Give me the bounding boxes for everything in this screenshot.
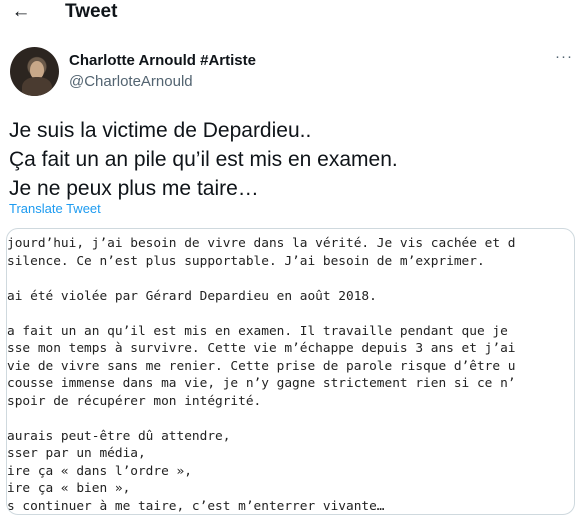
image-text-line: spoir de récupérer mon intégrité.	[7, 393, 262, 409]
tweet-image[interactable]	[6, 228, 575, 515]
tweet-text	[9, 116, 579, 203]
image-text-line: sser par un média,	[7, 446, 146, 461]
image-text-line: aurais peut-être dû attendre,	[7, 428, 231, 444]
translate-tweet-link[interactable]: Translate Tweet	[9, 201, 101, 216]
image-text-line: ai été violée par Gérard Depardieu en août 2018.	[7, 288, 377, 304]
author-handle[interactable]: @CharloteArnould	[69, 73, 193, 90]
image-text-line: silence. Ce n’est plus supportable. J’ai besoin de m’exprimer.	[7, 253, 485, 269]
image-text-line: ire ça « bien »,	[7, 481, 131, 496]
tweet-line: Je suis la victime de Depardieu..	[9, 119, 312, 142]
more-options-icon[interactable]: ···	[555, 48, 573, 65]
image-text-block	[7, 235, 574, 515]
image-text-line: sse mon temps à survivre. Cette vie m’échappe depuis 3 ans et j’ai	[7, 341, 516, 356]
image-text-line: a fait un an qu’il est mis en examen. Il travaille pendant que je	[7, 323, 508, 339]
tweet-line: Ça fait un an pile qu’il est mis en examen.	[9, 148, 398, 171]
top-bar	[0, 0, 585, 30]
avatar[interactable]	[10, 47, 59, 96]
back-arrow-icon[interactable]: ←	[11, 1, 31, 22]
tweet-line: Je ne peux plus me taire…	[9, 177, 259, 200]
image-text-line: s continuer à me taire, c’est m’enterrer vivante…	[7, 498, 385, 514]
page-title: Tweet	[65, 1, 118, 22]
image-text-line: ire ça « dans l’ordre »,	[7, 463, 192, 479]
image-text-line: jourd’hui, j’ai besoin de vivre dans la vérité. Je vis cachée et d	[7, 236, 516, 251]
author-display-name[interactable]: Charlotte Arnould #Artiste	[69, 52, 256, 69]
image-text-line: cousse immense dans ma vie, je n’y gagne strictement rien si ce n’	[7, 376, 516, 391]
image-text-line: vie de vivre sans me renier. Cette prise de parole risque d’être u	[7, 358, 516, 374]
